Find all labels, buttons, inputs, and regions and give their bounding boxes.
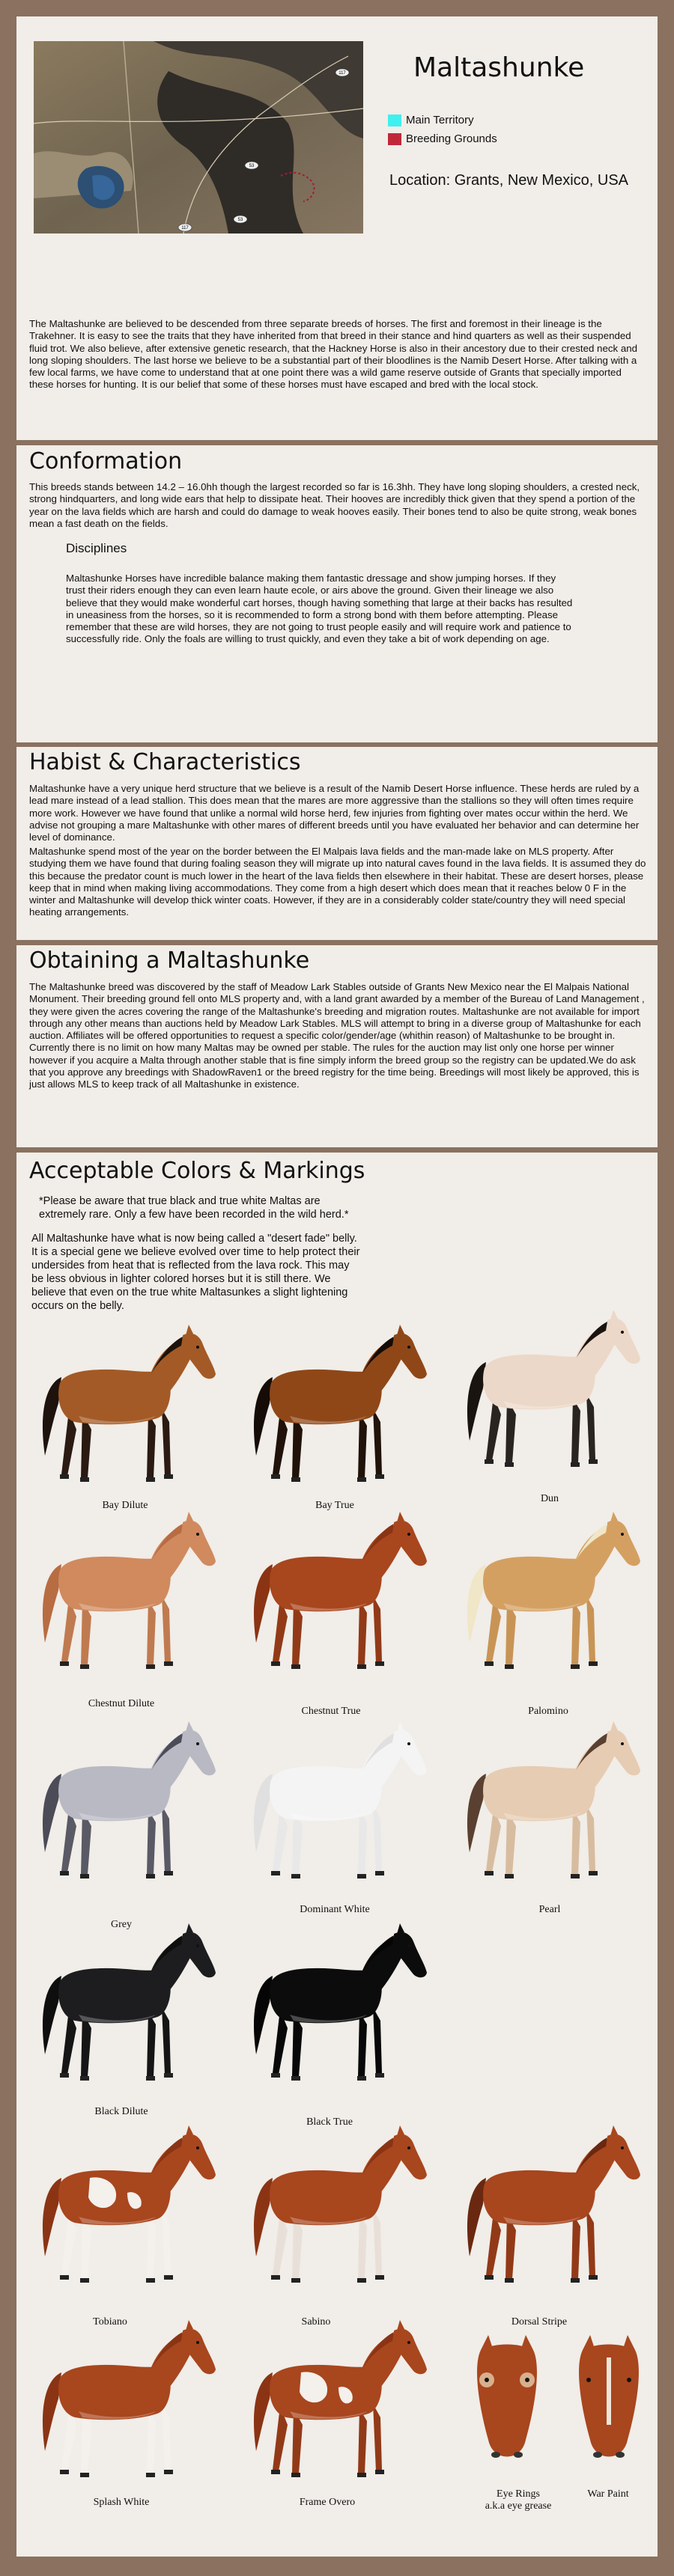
horse-label: Pearl xyxy=(538,1904,561,1915)
horse-palomino xyxy=(447,1512,649,1684)
horse-illustration xyxy=(22,2125,225,2298)
horse-pearl xyxy=(447,1721,649,1893)
main-territory-swatch xyxy=(388,115,401,126)
horse-label: Palomino xyxy=(528,1706,568,1717)
colors-panel xyxy=(16,1153,658,2557)
horse-illustration xyxy=(22,1721,225,1893)
horse-illustration xyxy=(234,1721,436,1893)
horse-black-dilute xyxy=(22,1923,225,2096)
horse-illustration xyxy=(447,1721,649,1893)
road-d: 117 xyxy=(181,226,189,231)
header-panel xyxy=(16,16,658,282)
location-text: Location: Grants, New Mexico, USA xyxy=(389,172,629,189)
horse-bay-dilute xyxy=(22,1325,225,1497)
breeding-grounds-swatch xyxy=(388,133,401,145)
head-illustration xyxy=(568,2335,650,2485)
disciplines-text: Maltashunke Horses have incredible balance making them fantastic dressage and show jumping horses. If they trust their riders enough they can even learn haute ecole, or airs above the ground. Given their lineage we also believe that they would make wonderful cart horses, though having something that large at their backs has resulted in uneasiness from the horses, so it is recommended to form a strong bond with them before attempting. Please remember that these are wild horses, they are not going to trust people easily and will require work and patience to successfully ride. Only the foals are willing to trust quickly, and even they take a bit of work depending on age. xyxy=(66,573,573,645)
colors-title: Acceptable Colors & Markings xyxy=(29,1158,365,1184)
habits-text-2: Maltashunke spend most of the year on the border between the El Malpais lava fields and the man-made lake on MLS property. After studying them we have found that during foaling season they will migrate up into natural caves found in the lava fields. It is assumed they do this because the predator count is much lower in the heart of the lava fields then elsewhere in their habitat. These are desert horses, please keep that in mind when making living accommodations. They come from a high desert which does mean that it reaches below 0 F in the winter and Maltashunke will develop thick winter coats. However, if they are in a considerably colder state/country they will need special heating arrangements. xyxy=(29,846,646,918)
horse-bay-true xyxy=(234,1325,436,1497)
horse-label: Dominant White xyxy=(300,1904,370,1915)
horse-illustration xyxy=(234,1325,436,1497)
horse-label: Grey xyxy=(111,1919,132,1930)
conformation-text: This breeds stands between 14.2 – 16.0hh though the largest recorded so far is 16.3hh. They have long sloping shoulders, a crested neck, strong hindquarters, and long wide ears that help to dissipate heat. Their hooves are incredibly thick given that they spend a portion of the year on the lava fields which are harsh and could do damage to weak hooves easily. Their bones tend to also be quite strong, weak bones mean a fast death on the fields. xyxy=(29,481,640,529)
horse-splash-white xyxy=(22,2320,225,2492)
horse-grey xyxy=(22,1721,225,1893)
obtaining-title: Obtaining a Maltashunke xyxy=(29,947,310,974)
habits-panel xyxy=(16,747,658,940)
head-illustration xyxy=(466,2335,548,2485)
horse-sublabel: a.k.a eye grease xyxy=(485,2500,552,2512)
horse-dun xyxy=(447,1310,649,1482)
horse-sabino xyxy=(234,2125,436,2298)
horse-illustration xyxy=(234,1512,436,1684)
legend-label: Breeding Grounds xyxy=(406,132,497,145)
page-title: Maltashunke xyxy=(413,52,585,83)
horse-illustration xyxy=(22,2320,225,2492)
horse-label: Frame Overo xyxy=(299,2497,356,2508)
horse-label: Splash White xyxy=(93,2497,150,2508)
head-war-paint xyxy=(568,2335,650,2485)
horse-chestnut-dilute xyxy=(22,1512,225,1684)
conformation-panel xyxy=(16,445,658,742)
horse-label: Dorsal Stripe xyxy=(511,2316,568,2328)
horse-label: Eye Rings xyxy=(497,2488,540,2500)
map-image xyxy=(34,41,363,234)
legend-main-territory xyxy=(388,114,497,126)
road-c: 53 xyxy=(237,218,243,222)
road-b: 53 xyxy=(249,164,255,168)
horse-label: Bay Dilute xyxy=(102,1500,148,1511)
legend xyxy=(388,114,497,151)
horse-tobiano xyxy=(22,2125,225,2298)
head-eye-rings xyxy=(466,2335,548,2485)
horse-frame-overo xyxy=(234,2320,436,2492)
horse-illustration xyxy=(22,1325,225,1497)
habits-title: Habist & Characteristics xyxy=(29,749,301,775)
legend-label: Main Territory xyxy=(406,114,474,126)
conformation-title: Conformation xyxy=(29,448,183,474)
horse-label: Bay True xyxy=(315,1500,354,1511)
colors-description: All Maltashunke have what is now being called a "desert fade" belly. It is a special gene we believe evolved over time to help protect their undersides from heat that is reflected from the lava rock. This may be less obvious in lighter colored horses but it is still there. We believe that even on the true white Maltasunkes a slight lightening occurs on the belly. xyxy=(31,1233,360,1312)
horse-label: Dun xyxy=(540,1493,559,1504)
horse-label: Black True xyxy=(306,2116,353,2128)
horse-label: Chestnut True xyxy=(301,1706,361,1717)
horse-illustration xyxy=(447,2125,649,2298)
breed-history-text: The Maltashunke are believed to be descended from three separate breeds of horses. The first and foremost in their lineage is the Trakehner. It is easy to see the traits that they have inherited from that breed in their stance and hind quarters as well as their suspended fluid trot. We also believe, after extensive genetic research, that the Hackney Horse is also in their ancestory due to their crested neck and long sloping shoulders. The last horse we believe to be a substantial part of their bloodlines is the Namib Desert Horse. After talking with a few local farms, we have come to understand that at one point there was a wild game reserve outside of Grants that specially imported these horses for hunting. It is our belief that some of these horses must have escaped and bred with the local stock. xyxy=(29,318,638,391)
road-a: 117 xyxy=(338,71,346,76)
disciplines-title: Disciplines xyxy=(66,541,127,555)
horse-label: Black Dilute xyxy=(94,2106,148,2117)
horse-black-true xyxy=(234,1923,436,2096)
horse-dominant-white xyxy=(234,1721,436,1893)
obtaining-panel xyxy=(16,945,658,1147)
horse-illustration xyxy=(234,1923,436,2096)
horse-illustration xyxy=(22,1923,225,2096)
territory-map xyxy=(34,41,363,234)
horse-label: War Paint xyxy=(587,2488,629,2500)
horse-label: Sabino xyxy=(301,2316,331,2328)
horse-illustration xyxy=(447,1512,649,1684)
horse-label: Tobiano xyxy=(93,2316,127,2328)
horse-label: Chestnut Dilute xyxy=(88,1698,155,1709)
legend-breeding-grounds xyxy=(388,132,497,145)
obtaining-text: The Maltashunke breed was discovered by the staff of Meadow Lark Stables outside of Grants New Mexico near the El Malpais National Monument. Their breeding ground fell onto MLS property and, with a land grant awarded by a member of the Bureau of Land Management , they were given the acres covering the range of the Maltashunke's breeding and migration routes. Maltashunke are not available for import through any other means than auctions held by Meadow Lark Stables. MLS will attempt to bring in a diverse group of Maltashunke for each auction. Affiliates will be offered opportunities to request a specific color/gender/age (whithin reason) of Maltashunke to be brought in. Currently there is no limit on how many Maltas may be owned per stable. The rules for the auction may list only one horse per winner however if you acquire a Malta through another stable that is fine simply inform the breed group so the registry can be updated.We do ask that you approve any breedings with ShadowRaven1 or the breed registry for the time being. Breedings will most likely be approved, this is just allows MLS to keep track of all Maltashunke in existence. xyxy=(29,981,645,1090)
habits-text-1: Maltashunke have a very unique herd structure that we believe is a result of the Namib Desert Horse influence. These herds are ruled by a lead mare instead of a lead stallion. This does mean that the mares are more aggressive than the stallions so they will often times require more work. However we have found that unlike a normal wild horse herd, few injuries from fighting over mates occur within the herd. We advise not grouping a mare Maltashunke with other mares of different breeds until you have evaluated her behavior and can determine her level of dominance. xyxy=(29,783,640,843)
horse-illustration xyxy=(447,1310,649,1482)
colors-note: *Please be aware that true black and true white Maltas are extremely rare. Only a few have been recorded in the wild herd.* xyxy=(39,1195,349,1221)
horse-chestnut-true xyxy=(234,1512,436,1684)
horse-dorsal-stripe xyxy=(447,2125,649,2298)
breed-history-panel xyxy=(16,282,658,440)
horse-illustration xyxy=(234,2125,436,2298)
horse-illustration xyxy=(22,1512,225,1684)
horse-illustration xyxy=(234,2320,436,2492)
